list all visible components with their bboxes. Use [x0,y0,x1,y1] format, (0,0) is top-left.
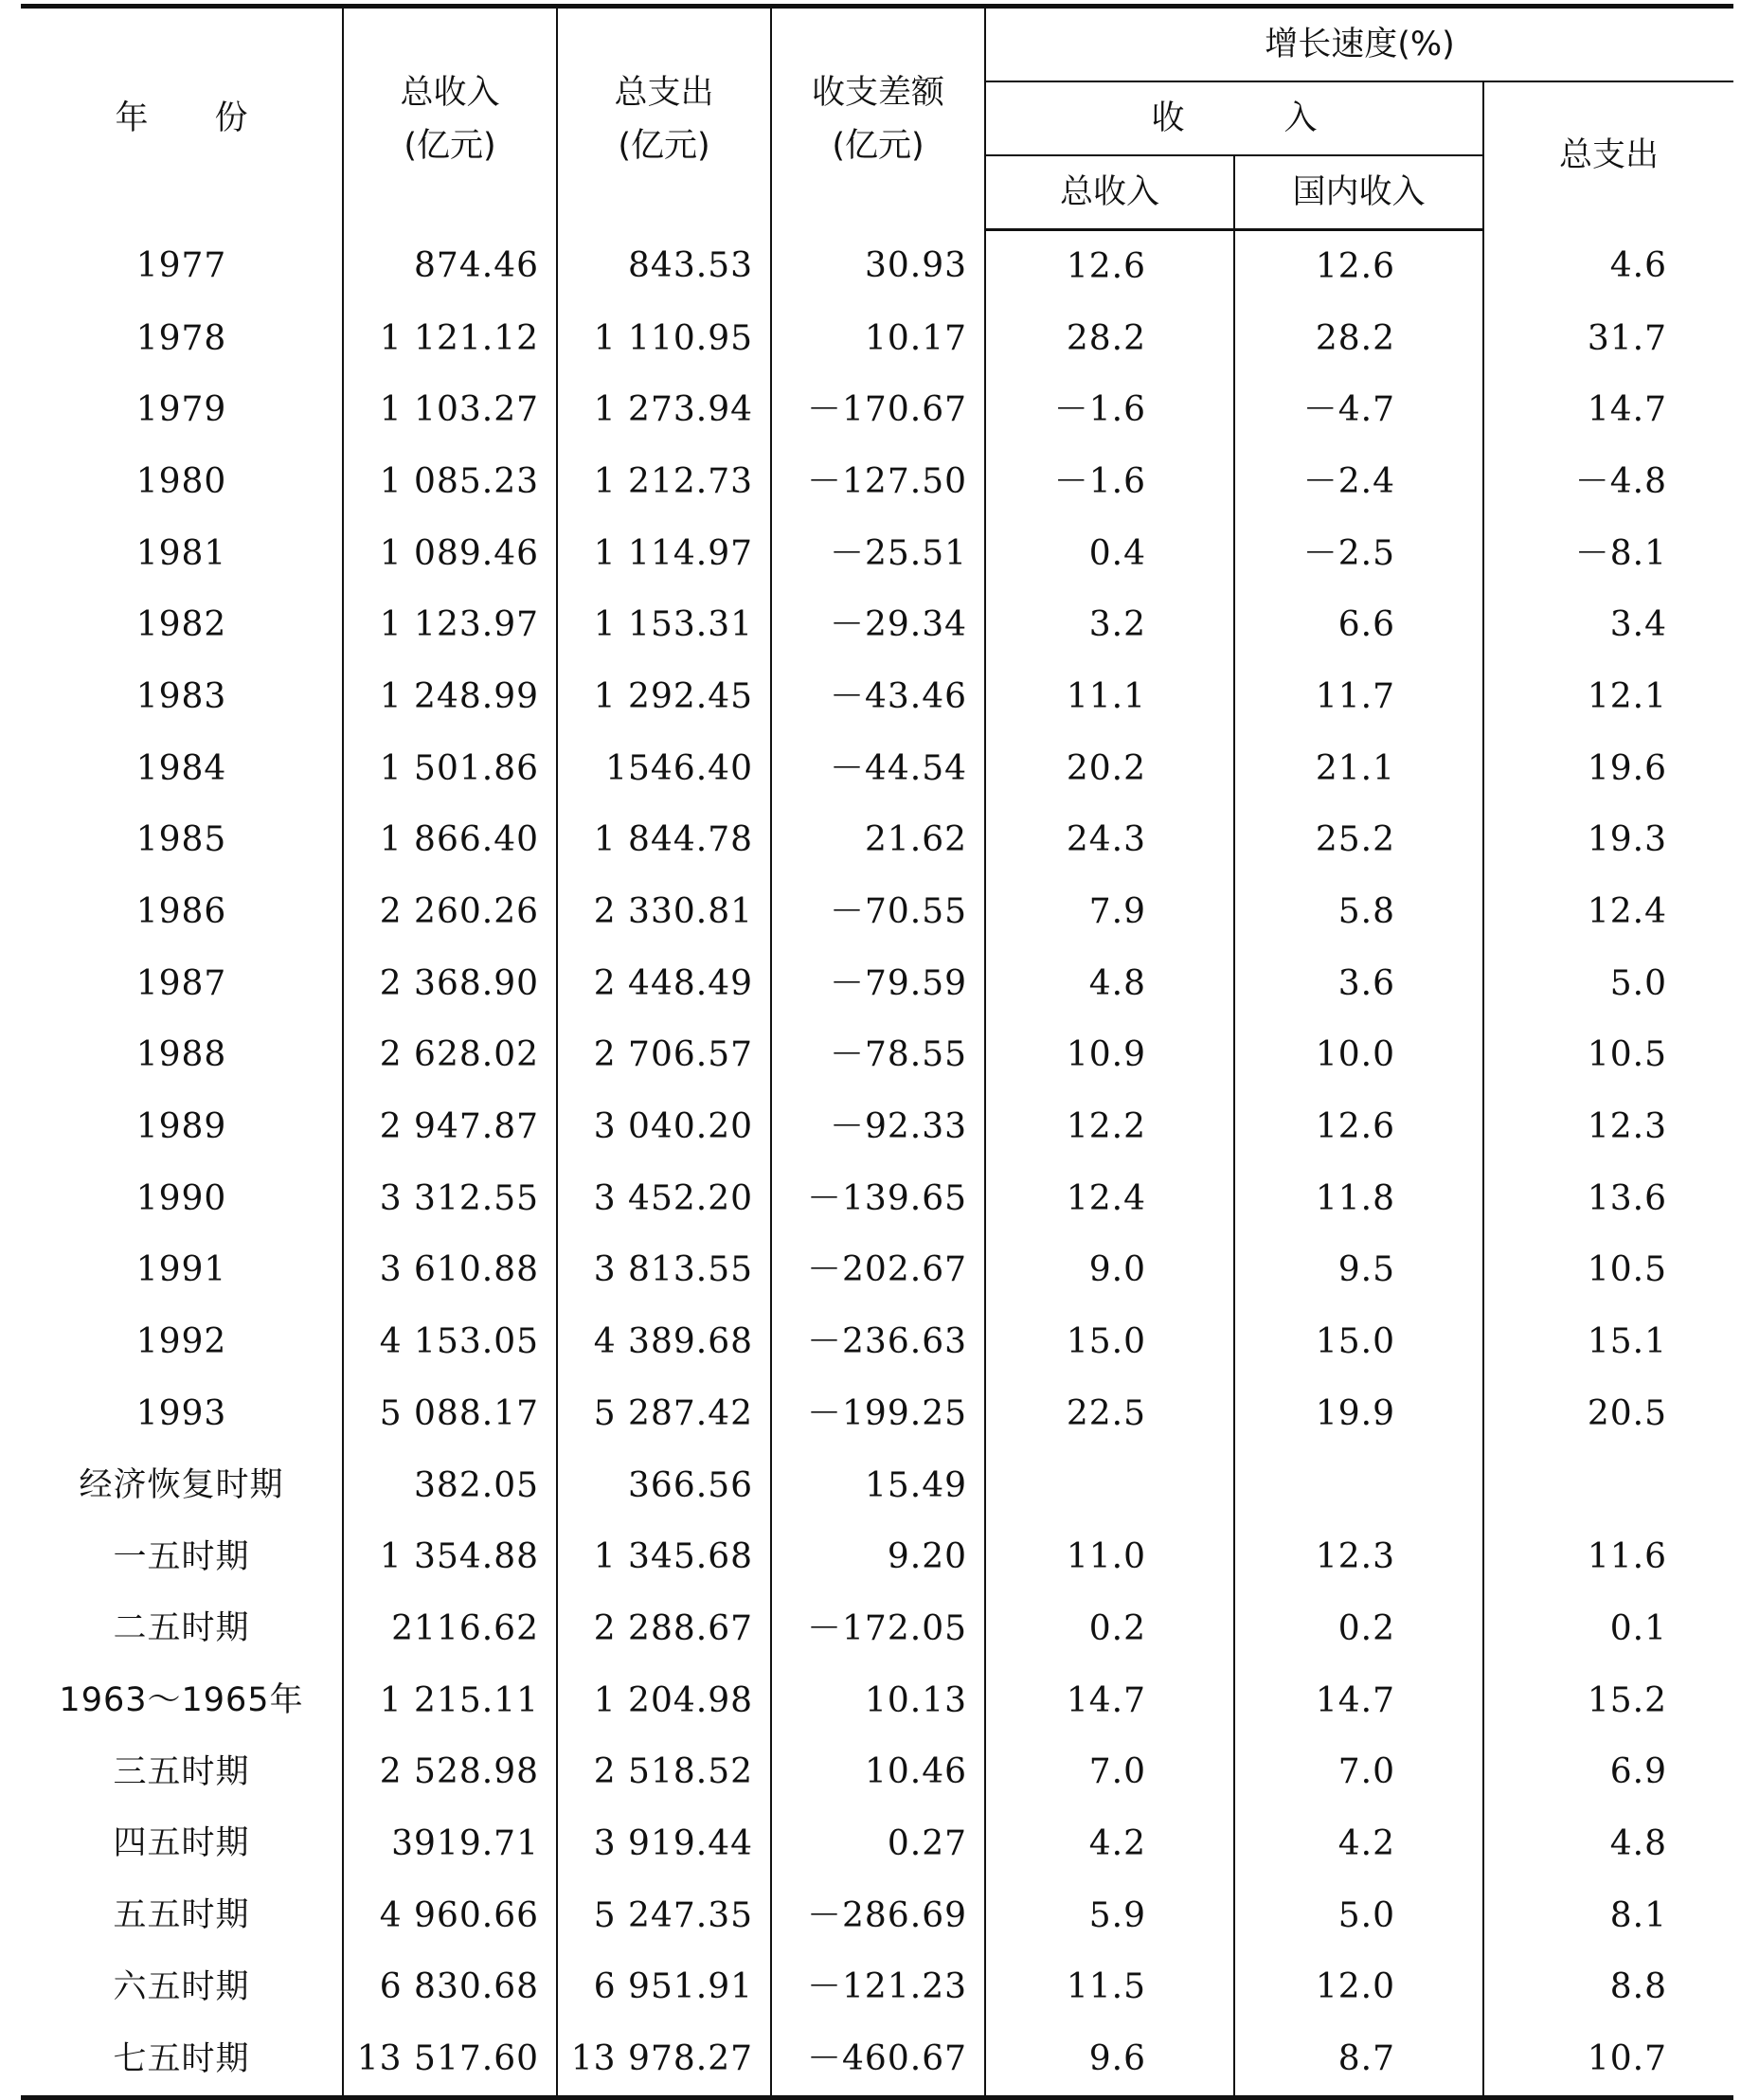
cell-growth-total-expenditure: 20.5 [1483,1378,1733,1450]
cell-growth-total-expenditure: 14.7 [1483,374,1733,446]
fiscal-revenue-expenditure-table [21,4,1733,2100]
table-row [21,1450,1733,1522]
table-header [21,7,1733,230]
cell-balance: 10.13 [771,1665,985,1737]
cell-growth-total-expenditure: 6.9 [1483,1736,1733,1808]
cell-total-expenditure: 5 287.42 [557,1378,771,1450]
cell-growth-total-expenditure: 19.3 [1483,805,1733,877]
cell-growth-domestic-revenue: 11.7 [1234,661,1483,733]
table-row [21,1235,1733,1307]
cell-growth-domestic-revenue: 9.5 [1234,1235,1483,1307]
cell-growth-total-revenue: 14.7 [985,1665,1234,1737]
cell-total-expenditure: 1546.40 [557,733,771,805]
cell-growth-total-expenditure: 15.1 [1483,1306,1733,1378]
cell-growth-total-expenditure: 19.6 [1483,733,1733,805]
cell-balance: －286.69 [771,1880,985,1952]
cell-growth-total-revenue: 28.2 [985,303,1234,375]
cell-balance: －236.63 [771,1306,985,1378]
cell-total-expenditure: 366.56 [557,1450,771,1522]
table-row [21,876,1733,948]
cell-total-expenditure: 2 706.57 [557,1020,771,1092]
cell-year: 四五时期 [113,1824,250,1863]
table-row [21,446,1733,518]
cell-growth-domestic-revenue: 5.0 [1234,1880,1483,1952]
cell-total-expenditure: 1 114.97 [557,518,771,590]
table-row [21,1306,1733,1378]
cell-total-revenue: 3919.71 [343,1808,557,1880]
cell-growth-total-revenue: 12.4 [985,1163,1234,1235]
cell-growth-total-revenue: 24.3 [985,805,1234,877]
cell-year: 1983 [135,676,227,716]
header-growth-domestic-revenue: 国内收入 [1234,155,1483,230]
cell-year: 1963～1965年 [59,1681,304,1720]
cell-growth-total-revenue: 0.2 [985,1593,1234,1665]
cell-growth-total-revenue: 11.1 [985,661,1234,733]
cell-year: 1982 [135,605,227,645]
table-row [21,1665,1733,1737]
cell-balance: －79.59 [771,948,985,1020]
cell-growth-total-expenditure: 4.8 [1483,1808,1733,1880]
cell-growth-total-expenditure: 12.1 [1483,661,1733,733]
cell-total-expenditure: 2 288.67 [557,1593,771,1665]
table-row [21,1378,1733,1450]
table-row [21,733,1733,805]
cell-growth-total-expenditure: 12.3 [1483,1091,1733,1163]
cell-total-expenditure: 3 452.20 [557,1163,771,1235]
table-row [21,948,1733,1020]
cell-growth-total-revenue: 3.2 [985,589,1234,661]
cell-year: 1992 [135,1322,227,1362]
cell-total-expenditure: 5 247.35 [557,1880,771,1952]
cell-balance: －25.51 [771,518,985,590]
cell-balance: －92.33 [771,1091,985,1163]
cell-year: 二五时期 [113,1609,250,1648]
cell-growth-domestic-revenue: 14.7 [1234,1665,1483,1737]
cell-year: 1989 [135,1107,227,1147]
cell-total-revenue: 1 501.86 [343,733,557,805]
cell-year: 六五时期 [113,1967,250,2006]
table-row [21,303,1733,375]
cell-growth-domestic-revenue: 12.0 [1234,1952,1483,2024]
cell-growth-domestic-revenue [1234,1450,1483,1522]
cell-growth-domestic-revenue: 7.0 [1234,1736,1483,1808]
cell-total-expenditure: 2 448.49 [557,948,771,1020]
header-total-revenue [343,7,557,230]
cell-growth-domestic-revenue: 4.2 [1234,1808,1483,1880]
cell-year: 1977 [135,246,227,286]
cell-total-revenue: 3 610.88 [343,1235,557,1307]
header-year: 年 份 [21,7,343,230]
cell-total-expenditure: 1 844.78 [557,805,771,877]
cell-total-revenue: 4 153.05 [343,1306,557,1378]
cell-growth-total-expenditure: 10.5 [1483,1020,1733,1092]
cell-total-expenditure: 13 978.27 [557,2023,771,2097]
cell-growth-domestic-revenue: 21.1 [1234,733,1483,805]
cell-total-revenue: 2 368.90 [343,948,557,1020]
cell-total-revenue: 1 121.12 [343,303,557,375]
cell-growth-total-revenue: 9.6 [985,2023,1234,2097]
table-row [21,1736,1733,1808]
cell-growth-total-expenditure: 8.8 [1483,1952,1733,2024]
cell-year: 1993 [135,1393,227,1433]
cell-total-revenue: 874.46 [343,230,557,303]
cell-growth-total-revenue: 12.6 [985,230,1234,303]
header-growth-total-revenue: 总收入 [985,155,1234,230]
cell-balance: －70.55 [771,876,985,948]
header-total-expenditure-label: 总支出 [614,73,714,112]
cell-total-revenue: 382.05 [343,1450,557,1522]
cell-year: 1988 [135,1035,227,1075]
cell-total-expenditure: 2 518.52 [557,1736,771,1808]
cell-balance: －127.50 [771,446,985,518]
cell-total-expenditure: 1 110.95 [557,303,771,375]
cell-balance: －44.54 [771,733,985,805]
cell-total-revenue: 1 248.99 [343,661,557,733]
table-row [21,518,1733,590]
cell-growth-domestic-revenue: 10.0 [1234,1020,1483,1092]
cell-growth-total-revenue: －1.6 [985,446,1234,518]
cell-total-revenue: 1 866.40 [343,805,557,877]
cell-growth-total-revenue: 4.8 [985,948,1234,1020]
header-balance-label: 收支差额 [811,73,944,112]
table-body [21,230,1733,2098]
cell-year: 1984 [135,748,227,788]
cell-growth-total-revenue [985,1450,1234,1522]
cell-year: 1981 [135,533,227,573]
cell-growth-total-expenditure: 8.1 [1483,1880,1733,1952]
cell-growth-total-expenditure: 10.5 [1483,1235,1733,1307]
cell-year: 经济恢复时期 [79,1466,284,1505]
cell-balance: －121.23 [771,1952,985,2024]
table-row [21,589,1733,661]
cell-total-expenditure: 1 212.73 [557,446,771,518]
cell-total-revenue: 2 528.98 [343,1736,557,1808]
cell-growth-total-expenditure: 3.4 [1483,589,1733,661]
cell-growth-total-expenditure: －8.1 [1483,518,1733,590]
cell-growth-total-expenditure: 12.4 [1483,876,1733,948]
cell-total-expenditure: 1 273.94 [557,374,771,446]
cell-growth-domestic-revenue: 28.2 [1234,303,1483,375]
cell-growth-total-revenue: 5.9 [985,1880,1234,1952]
cell-growth-total-expenditure: 11.6 [1483,1521,1733,1593]
cell-balance: 9.20 [771,1521,985,1593]
cell-total-revenue: 1 103.27 [343,374,557,446]
header-growth-rate: 增长速度(%) [985,7,1733,82]
cell-balance: －460.67 [771,2023,985,2097]
cell-balance: 10.17 [771,303,985,375]
cell-year: 1991 [135,1250,227,1290]
cell-growth-total-revenue: －1.6 [985,374,1234,446]
header-total-expenditure [557,7,771,230]
table-row [21,1163,1733,1235]
cell-growth-total-expenditure: 31.7 [1483,303,1733,375]
cell-year: 1990 [135,1178,227,1218]
cell-balance: －139.65 [771,1163,985,1235]
cell-growth-domestic-revenue: 11.8 [1234,1163,1483,1235]
cell-growth-domestic-revenue: 0.2 [1234,1593,1483,1665]
header-total-expenditure-unit: (亿元) [618,126,710,165]
cell-total-revenue: 2 260.26 [343,876,557,948]
cell-growth-total-revenue: 7.0 [985,1736,1234,1808]
cell-year: 1987 [135,963,227,1003]
cell-year: 五五时期 [113,1896,250,1935]
cell-growth-total-expenditure: 4.6 [1483,230,1733,303]
cell-total-expenditure: 843.53 [557,230,771,303]
cell-total-expenditure: 2 330.81 [557,876,771,948]
cell-growth-total-revenue: 4.2 [985,1808,1234,1880]
cell-balance: －170.67 [771,374,985,446]
cell-growth-domestic-revenue: 12.6 [1234,1091,1483,1163]
cell-growth-total-revenue: 11.0 [985,1521,1234,1593]
table-row [21,805,1733,877]
cell-balance: －172.05 [771,1593,985,1665]
cell-growth-domestic-revenue: 12.3 [1234,1521,1483,1593]
cell-year: 1985 [135,820,227,860]
cell-balance: －78.55 [771,1020,985,1092]
cell-balance: 10.46 [771,1736,985,1808]
cell-total-revenue: 2116.62 [343,1593,557,1665]
table-row [21,661,1733,733]
cell-total-expenditure: 6 951.91 [557,1952,771,2024]
cell-growth-total-expenditure [1483,1450,1733,1522]
cell-year: 七五时期 [21,2023,343,2097]
table-row [21,1880,1733,1952]
cell-balance: －29.34 [771,589,985,661]
table-row [21,230,1733,303]
cell-growth-total-revenue: 10.9 [985,1020,1234,1092]
cell-total-revenue: 4 960.66 [343,1880,557,1952]
table-row [21,1091,1733,1163]
cell-growth-total-revenue: 20.2 [985,733,1234,805]
cell-growth-domestic-revenue: 3.6 [1234,948,1483,1020]
header-total-revenue-unit: (亿元) [404,126,496,165]
table-row [21,1020,1733,1092]
cell-year: 1980 [135,461,227,501]
cell-growth-domestic-revenue: 8.7 [1234,2023,1483,2097]
cell-growth-domestic-revenue: 25.2 [1234,805,1483,877]
cell-growth-domestic-revenue: －2.5 [1234,518,1483,590]
table-row [21,2023,1733,2097]
cell-growth-total-revenue: 0.4 [985,518,1234,590]
cell-total-expenditure: 1 204.98 [557,1665,771,1737]
cell-growth-total-revenue: 11.5 [985,1952,1234,2024]
cell-total-revenue: 1 354.88 [343,1521,557,1593]
cell-total-expenditure: 3 919.44 [557,1808,771,1880]
cell-total-expenditure: 3 813.55 [557,1235,771,1307]
cell-growth-domestic-revenue: 15.0 [1234,1306,1483,1378]
cell-growth-total-revenue: 22.5 [985,1378,1234,1450]
cell-total-revenue: 1 215.11 [343,1665,557,1737]
cell-total-revenue: 5 088.17 [343,1378,557,1450]
cell-growth-domestic-revenue: －2.4 [1234,446,1483,518]
cell-growth-domestic-revenue: 19.9 [1234,1378,1483,1450]
cell-total-expenditure: 1 345.68 [557,1521,771,1593]
cell-balance: －199.25 [771,1378,985,1450]
cell-total-revenue: 2 628.02 [343,1020,557,1092]
cell-total-revenue: 1 089.46 [343,518,557,590]
cell-growth-total-revenue: 7.9 [985,876,1234,948]
cell-growth-total-expenditure: 15.2 [1483,1665,1733,1737]
cell-year: 一五时期 [113,1537,250,1576]
table-row [21,1952,1733,2024]
cell-growth-total-expenditure: 5.0 [1483,948,1733,1020]
header-balance [771,7,985,230]
header-growth-total-expenditure: 总支出 [1483,81,1733,230]
cell-balance: 30.93 [771,230,985,303]
cell-total-revenue: 6 830.68 [343,1952,557,2024]
cell-total-expenditure: 1 153.31 [557,589,771,661]
cell-total-revenue: 13 517.60 [343,2023,557,2097]
table-row [21,1521,1733,1593]
table-row [21,1593,1733,1665]
cell-growth-total-revenue: 9.0 [985,1235,1234,1307]
cell-total-expenditure: 4 389.68 [557,1306,771,1378]
cell-balance: 0.27 [771,1808,985,1880]
cell-growth-domestic-revenue: 6.6 [1234,589,1483,661]
cell-total-revenue: 2 947.87 [343,1091,557,1163]
cell-year: 三五时期 [113,1752,250,1791]
cell-total-revenue: 3 312.55 [343,1163,557,1235]
cell-year: 1978 [135,318,227,358]
cell-balance: 21.62 [771,805,985,877]
cell-total-expenditure: 1 292.45 [557,661,771,733]
cell-total-expenditure: 3 040.20 [557,1091,771,1163]
cell-growth-total-revenue: 12.2 [985,1091,1234,1163]
cell-growth-domestic-revenue: 12.6 [1234,230,1483,303]
cell-growth-total-expenditure: 0.1 [1483,1593,1733,1665]
header-total-revenue-label: 总收入 [400,73,500,112]
cell-balance: －43.46 [771,661,985,733]
cell-total-revenue: 1 085.23 [343,446,557,518]
cell-growth-domestic-revenue: 5.8 [1234,876,1483,948]
cell-growth-total-revenue: 15.0 [985,1306,1234,1378]
cell-year: 1986 [135,892,227,932]
cell-balance: －202.67 [771,1235,985,1307]
cell-year: 1979 [135,390,227,430]
cell-balance: 15.49 [771,1450,985,1522]
cell-growth-domestic-revenue: －4.7 [1234,374,1483,446]
header-revenue-group: 收 入 [985,81,1483,155]
cell-growth-total-expenditure: 10.7 [1483,2023,1733,2097]
table-row [21,1808,1733,1880]
cell-growth-total-expenditure: －4.8 [1483,446,1733,518]
cell-growth-total-expenditure: 13.6 [1483,1163,1733,1235]
header-balance-unit: (亿元) [832,126,924,165]
cell-total-revenue: 1 123.97 [343,589,557,661]
table-row [21,374,1733,446]
